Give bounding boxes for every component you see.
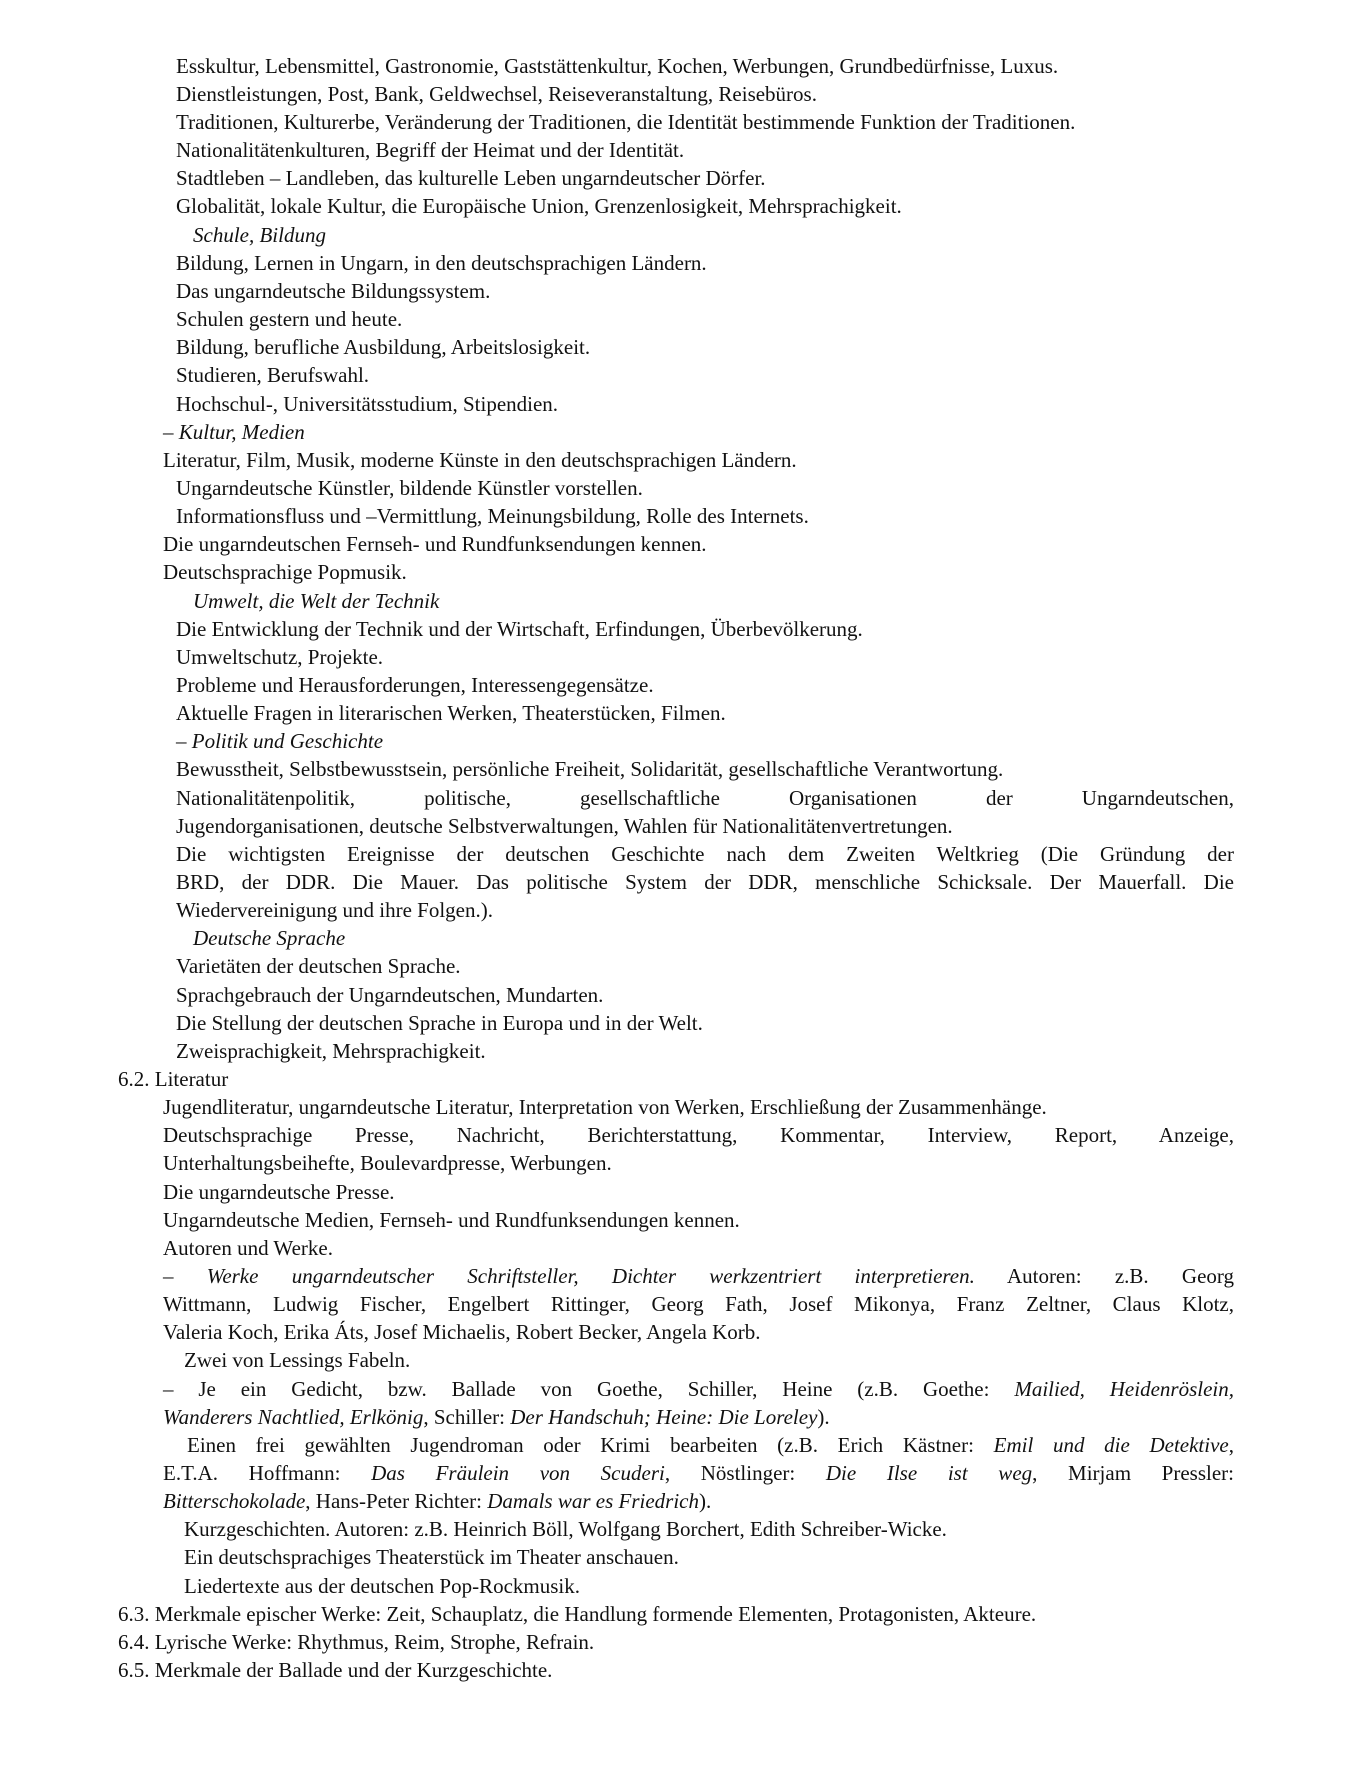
numbered-heading: 6.2. Literatur: [118, 1067, 229, 1091]
roman-line-1: [187, 1431, 1234, 1459]
text-span: Einen frei gewählten Jugendroman oder Krimi bearbeiten (z.B. Erich Kästner:: [187, 1433, 994, 1457]
text-line: Ungarndeutsche Künstler, bildende Künstler vorstellen.: [176, 476, 643, 500]
ballade-line-2: [163, 1403, 830, 1431]
numbered-heading: 6.4. Lyrische Werke: Rhythmus, Reim, Strophe, Refrain.: [118, 1630, 595, 1654]
text-line: Ein deutschsprachiges Theaterstück im Theater anschauen.: [184, 1545, 679, 1569]
section-heading: – Kultur, Medien: [163, 420, 305, 444]
italic-title: Der Handschuh; Heine: Die Loreley: [510, 1405, 818, 1429]
italic-title: Wanderers Nachtlied, Erlkönig: [163, 1405, 424, 1429]
text-line: Varietäten der deutschen Sprache.: [176, 954, 461, 978]
justified-line: Nationalitätenpolitik, politische, gesellschaftliche Organisationen der Ungarndeutschen,: [176, 786, 1234, 810]
text-line: Sprachgebrauch der Ungarndeutschen, Mundarten.: [176, 983, 604, 1007]
text-line: Traditionen, Kulturerbe, Veränderung der Traditionen, die Identität bestimmende Funktion der Traditionen.: [176, 110, 1076, 134]
text-span: ).: [817, 1405, 830, 1429]
italic-title: Emil und die Detektive: [993, 1433, 1229, 1457]
text-line: Liedertexte aus der deutschen Pop-Rockmusik.: [184, 1574, 580, 1598]
text-line: Dienstleistungen, Post, Bank, Geldwechsel, Reiseveranstaltung, Reisebüros.: [176, 82, 817, 106]
text-line: Deutschsprachige Popmusik.: [163, 560, 407, 584]
text-line: Jugendliteratur, ungarndeutsche Literatur, Interpretation von Werken, Erschließung der Zusammenhänge.: [163, 1095, 1047, 1119]
text-span: , Nöstlinger:: [664, 1461, 826, 1485]
section-heading: Deutsche Sprache: [193, 926, 346, 950]
text-line: Literatur, Film, Musik, moderne Künste in den deutschsprachigen Ländern.: [163, 448, 797, 472]
italic-phrase: Werke ungarndeutscher Schriftsteller, Dichter werkzentriert interpretieren.: [206, 1264, 975, 1288]
text-line: Zweisprachigkeit, Mehrsprachigkeit.: [176, 1039, 486, 1063]
text-span: , Mirjam Pressler:: [1032, 1461, 1235, 1485]
text-line: Die Entwicklung der Technik und der Wirtschaft, Erfindungen, Überbevölkerung.: [176, 617, 863, 641]
numbered-heading: 6.3. Merkmale epischer Werke: Zeit, Schauplatz, die Handlung formende Elementen, Protagonisten, Akteure.: [118, 1602, 1037, 1626]
text-line: Bildung, berufliche Ausbildung, Arbeitslosigkeit.: [176, 335, 591, 359]
text-line: Die Stellung der deutschen Sprache in Europa und in der Welt.: [176, 1011, 703, 1035]
text-line: Unterhaltungsbeihefte, Boulevardpresse, Werbungen.: [163, 1151, 612, 1175]
text-line: Zwei von Lessings Fabeln.: [184, 1348, 411, 1372]
text-span: – Je ein Gedicht, bzw. Ballade von Goethe, Schiller, Heine (z.B. Goethe:: [163, 1377, 1015, 1401]
text-line: Bewusstheit, Selbstbewusstsein, persönliche Freiheit, Solidarität, gesellschaftliche Verantwortung.: [176, 757, 1004, 781]
text-line: Wiedervereinigung und ihre Folgen.).: [176, 898, 493, 922]
italic-title: Die Ilse ist weg: [825, 1461, 1033, 1485]
text-line: Schulen gestern und heute.: [176, 307, 403, 331]
werke-line: [163, 1262, 1234, 1290]
roman-line-2: [163, 1459, 1234, 1487]
section-heading: – Politik und Geschichte: [176, 729, 384, 753]
text-line: Probleme und Herausforderungen, Interessengegensätze.: [176, 673, 654, 697]
text-line: Jugendorganisationen, deutsche Selbstverwaltungen, Wahlen für Nationalitätenvertretungen.: [176, 814, 953, 838]
italic-title: Mailied, Heidenröslein,: [1014, 1377, 1234, 1401]
italic-title: Damals war es Friedrich: [487, 1489, 699, 1513]
text-span: , Schiller:: [423, 1405, 511, 1429]
section-heading: Umwelt, die Welt der Technik: [193, 589, 440, 613]
justified-line: Die wichtigsten Ereignisse der deutschen Geschichte nach dem Zweiten Weltkrieg (Die Gründung der: [176, 842, 1234, 866]
justified-line: BRD, der DDR. Die Mauer. Das politische System der DDR, menschliche Schicksale. Der Mauerfall. Die: [176, 870, 1234, 894]
roman-line-3: [163, 1487, 711, 1515]
justified-line: Deutschsprachige Presse, Nachricht, Berichterstattung, Kommentar, Interview, Report, Anzeige,: [163, 1123, 1234, 1147]
italic-title: Bitterschokolade: [163, 1489, 306, 1513]
text-span: ,: [1228, 1433, 1234, 1457]
text-span: , Hans-Peter Richter:: [305, 1489, 488, 1513]
text-line: Esskultur, Lebensmittel, Gastronomie, Gaststättenkultur, Kochen, Werbungen, Grundbedürfnisse, Luxus.: [176, 54, 1059, 78]
text-line: Ungarndeutsche Medien, Fernseh- und Rundfunksendungen kennen.: [163, 1208, 740, 1232]
text-line: Aktuelle Fragen in literarischen Werken, Theaterstücken, Filmen.: [176, 701, 726, 725]
italic-title: Das Fräulein von Scuderi: [371, 1461, 665, 1485]
text-span: ).: [699, 1489, 712, 1513]
text-line: Autoren und Werke.: [163, 1236, 333, 1260]
text-line: Nationalitätenkulturen, Begriff der Heimat und der Identität.: [176, 138, 685, 162]
text-line: Stadtleben – Landleben, das kulturelle Leben ungarndeutscher Dörfer.: [176, 166, 766, 190]
text-line: Valeria Koch, Erika Áts, Josef Michaelis, Robert Becker, Angela Korb.: [163, 1320, 761, 1344]
numbered-heading: 6.5. Merkmale der Ballade und der Kurzgeschichte.: [118, 1658, 553, 1682]
text-span: Autoren: z.B. Georg: [974, 1264, 1235, 1288]
dash: –: [163, 1264, 207, 1288]
text-line: Kurzgeschichten. Autoren: z.B. Heinrich Böll, Wolfgang Borchert, Edith Schreiber-Wicke.: [184, 1517, 947, 1541]
text-span: E.T.A. Hoffmann:: [163, 1461, 372, 1485]
ballade-line-1: [163, 1375, 1234, 1403]
text-line: Die ungarndeutsche Presse.: [163, 1180, 395, 1204]
text-line: Das ungarndeutsche Bildungssystem.: [176, 279, 491, 303]
text-line: Studieren, Berufswahl.: [176, 363, 370, 387]
text-line: Bildung, Lernen in Ungarn, in den deutschsprachigen Ländern.: [176, 251, 707, 275]
text-line: Globalität, lokale Kultur, die Europäische Union, Grenzenlosigkeit, Mehrsprachigkeit.: [176, 194, 902, 218]
section-heading: Schule, Bildung: [193, 223, 326, 247]
text-line: Umweltschutz, Projekte.: [176, 645, 384, 669]
justified-line: Wittmann, Ludwig Fischer, Engelbert Rittinger, Georg Fath, Josef Mikonya, Franz Zeltner, Claus Klotz,: [163, 1292, 1234, 1316]
text-line: Die ungarndeutschen Fernseh- und Rundfunksendungen kennen.: [163, 532, 707, 556]
text-line: Informationsfluss und –Vermittlung, Meinungsbildung, Rolle des Internets.: [176, 504, 809, 528]
text-line: Hochschul-, Universitätsstudium, Stipendien.: [176, 392, 559, 416]
